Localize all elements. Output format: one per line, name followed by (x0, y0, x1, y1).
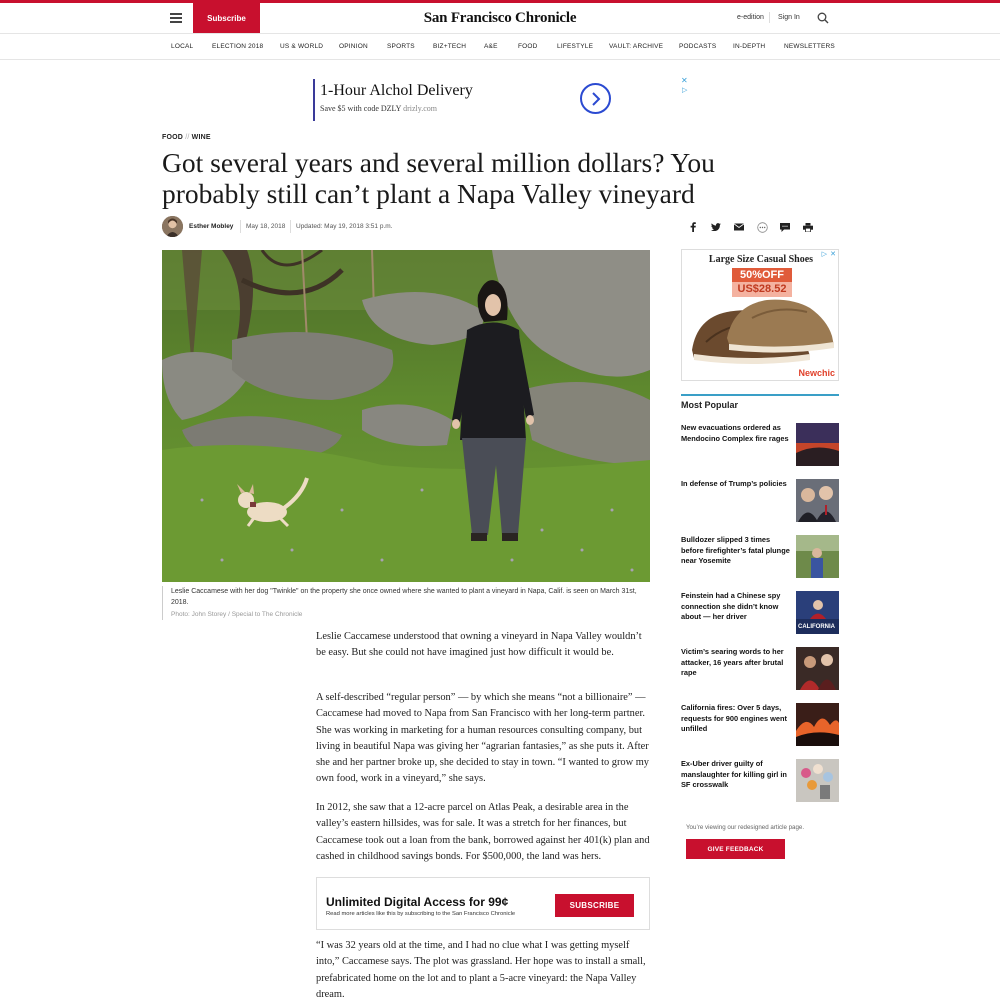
photo-credit: Photo: John Storey / Special to The Chronicle (171, 611, 303, 618)
more-options-icon[interactable] (755, 220, 769, 234)
signin-link[interactable]: Sign In (778, 14, 800, 21)
nav-item-us-world[interactable]: US & WORLD (280, 43, 324, 50)
most-popular-item[interactable] (681, 647, 839, 692)
most-popular-headline[interactable]: In defense of Trump’s policies (681, 479, 787, 488)
kicker-food-link[interactable]: FOOD (162, 134, 184, 141)
most-popular-title: Most Popular (681, 400, 739, 410)
top-banner-ad[interactable] (313, 76, 689, 121)
byline (162, 216, 662, 237)
nav-item-election[interactable]: ELECTION 2018 (212, 43, 264, 50)
most-popular-thumbnail[interactable] (796, 759, 839, 802)
nav-item-podcasts[interactable]: PODCASTS (679, 43, 717, 50)
most-popular-item[interactable] (681, 535, 839, 580)
chevron-right-icon (590, 92, 602, 106)
article-main-photo[interactable] (162, 250, 650, 582)
most-popular-headline[interactable]: Victim’s searing words to her attacker, 16 years after brutal rape (681, 647, 784, 677)
ad-title[interactable]: 1-Hour Alchol Delivery (320, 82, 473, 99)
ad-choices-icon[interactable]: ▷ (821, 251, 827, 258)
photo-caption (162, 586, 650, 620)
updated-date: Updated: May 19, 2018 3:51 p.m. (296, 223, 393, 230)
publish-date: May 18, 2018 (246, 223, 286, 230)
most-popular-item[interactable] (681, 759, 839, 804)
email-icon[interactable] (732, 220, 746, 234)
subscribe-promo-title: Unlimited Digital Access for 99¢ (326, 895, 509, 909)
nav-item-food[interactable]: FOOD (518, 43, 538, 50)
nav-item-newsletters[interactable]: NEWSLETTERS (784, 43, 835, 50)
subscribe-promo-button[interactable]: SUBSCRIBE (555, 894, 634, 917)
nav-item-sports[interactable]: SPORTS (387, 43, 415, 50)
comment-icon[interactable] (778, 220, 792, 234)
most-popular-item[interactable] (681, 479, 839, 524)
ad-domain: drizly.com (403, 104, 438, 113)
subscribe-button[interactable]: Subscribe (193, 3, 260, 33)
site-header (0, 3, 1000, 33)
most-popular-thumbnail[interactable] (796, 647, 839, 690)
subscribe-promo-box (316, 877, 650, 930)
article-kicker (162, 134, 211, 141)
article-paragraph: In 2012, she saw that a 12-acre parcel on Atlas Peak, a desirable area in the valley’s eastern hillsides, was for sale. It was a stretch for her finances, but Caccamese took out a loan from the bank, borrowed against her 401(k) plan and cashed in childhood savings bonds. For $500,000, the land was hers. (316, 802, 650, 862)
author-name[interactable]: Esther Mobley (189, 223, 234, 230)
svg-text:CALIFORNIA: CALIFORNIA (798, 624, 835, 630)
side-ad-discount: 50%OFF (732, 268, 792, 282)
twitter-icon[interactable] (709, 220, 723, 234)
nav-item-lifestyle[interactable]: LIFESTYLE (557, 43, 594, 50)
nav-item-opinion[interactable]: OPINION (339, 43, 368, 50)
caption-text: Leslie Caccamese with her dog "Twinkle" on the property she once owned where she wanted to plant a vineyard in Napa, Calif. is seen on March 31st, 2018. (171, 588, 637, 606)
ad-arrow-button[interactable] (580, 83, 611, 114)
sidebar-ad[interactable] (681, 249, 839, 381)
most-popular-thumbnail[interactable] (796, 423, 839, 466)
most-popular-rule (681, 394, 839, 396)
nav-item-vault-archive[interactable]: VAULT: ARCHIVE (609, 43, 664, 50)
ad-subtitle: Save $5 with code DZLY drizly.com (320, 104, 438, 113)
ad-close-icon[interactable]: ✕ (830, 251, 836, 258)
most-popular-thumbnail[interactable] (796, 703, 839, 746)
article-paragraph: A self-described “regular person” — by which she means “not a billionaire” — Caccamese had moved to Napa from San Francisco with her long-term partner. She was working in marketing for a human resources consulting company, but living in beautiful Napa was giving her “agrarian fantasies,” as she puts it. After she and her partner broke up, she decided to stay in town. “I wanted to grow my own food, work in a vineyard,” she says. (316, 692, 649, 785)
author-avatar[interactable] (162, 216, 183, 237)
most-popular-headline[interactable]: New evacuations ordered as Mendocino Complex fire rages (681, 423, 789, 443)
article-headline: Got several years and several million dollars? You probably still can’t plant a Napa Valley vineyard (162, 147, 715, 209)
facebook-icon[interactable] (686, 220, 700, 234)
most-popular-headline[interactable]: Feinstein had a Chinese spy connection she didn’t know about — her driver (681, 591, 781, 621)
nav-item-in-depth[interactable]: IN-DEPTH (733, 43, 766, 50)
ad-close-icon[interactable]: ✕ (681, 76, 688, 85)
side-ad-brand: Newchic (798, 368, 835, 378)
most-popular-item[interactable] (681, 703, 839, 748)
search-icon[interactable] (817, 12, 829, 24)
print-icon[interactable] (801, 220, 815, 234)
side-ad-title: Large Size Casual Shoes (708, 254, 814, 265)
site-logo[interactable]: San Francisco Chronicle (423, 10, 577, 26)
nav-item-ae[interactable]: A&E (484, 43, 498, 50)
kicker-wine-link[interactable]: WINE (191, 134, 211, 141)
nav-item-biz-tech[interactable]: BIZ+TECH (433, 43, 467, 50)
most-popular-headline[interactable]: Bulldozer slipped 3 times before firefighter’s fatal plunge near Yosemite (681, 535, 790, 565)
subscribe-promo-subtitle: Read more articles like this by subscribing to the San Francisco Chronicle (326, 911, 516, 917)
most-popular-thumbnail[interactable] (796, 479, 839, 522)
article-paragraph: “I was 32 years old at the time, and I had no clue what I was getting myself into,” Caccamese says. The plot was grassland. Her hope was to install a small, prefabricated home on the lot and to plant a 5-acre vineyard: the Napa Valley dream. (316, 940, 646, 1000)
nav-item-local[interactable]: LOCAL (171, 43, 194, 50)
side-ad-price: US$28.52 (732, 282, 792, 297)
redesign-note: You’re viewing our redesigned article page. (686, 824, 805, 831)
byline-divider (290, 220, 291, 233)
most-popular-thumbnail[interactable] (796, 535, 839, 578)
section-nav (0, 33, 1000, 60)
ad-choices-icon[interactable]: ▷ (682, 87, 688, 94)
kicker-separator: // (185, 134, 190, 141)
most-popular-item[interactable] (681, 591, 839, 636)
most-popular-headline[interactable]: Ex-Uber driver guilty of manslaughter for killing girl in SF crosswalk (681, 759, 787, 789)
eedition-link[interactable]: e-edition (737, 14, 764, 21)
most-popular-headline[interactable]: California fires: Over 5 days, requests for 900 engines went unfilled (681, 703, 787, 733)
header-divider (769, 12, 770, 23)
most-popular-thumbnail[interactable] (796, 591, 839, 634)
byline-divider (240, 220, 241, 233)
article-paragraph: Leslie Caccamese understood that owning a vineyard in Napa Valley wouldn’t be easy. But she could not have imagined just how difficult it would be. (316, 631, 642, 659)
most-popular-item[interactable] (681, 423, 839, 468)
give-feedback-button[interactable]: GIVE FEEDBACK (686, 839, 785, 859)
ad-accent-bar (313, 79, 315, 121)
